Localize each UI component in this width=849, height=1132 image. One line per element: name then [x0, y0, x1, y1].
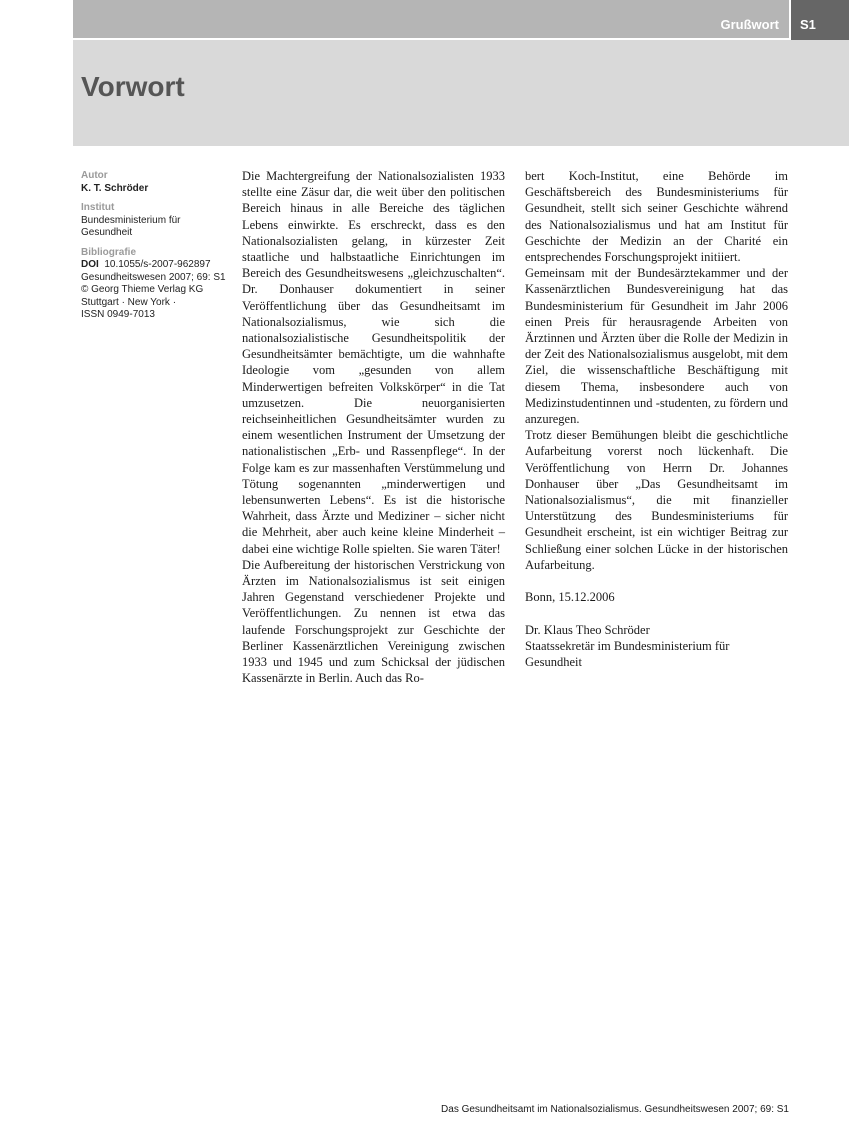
institute-line: Bundesministerium für — [81, 214, 181, 226]
doi-value: 10.1055/s-2007-962897 — [104, 259, 211, 270]
signatory-title: Staatssekretär im Bundesministerium für Gesundheit — [525, 638, 730, 670]
paragraph: bert Koch-Institut, eine Behörde im Geschäftsbereich des Bundesministeriums für Gesundheit, stellt sich seiner Geschichte während des Nationalsozialismus und hat am Institut für Geschichte der Medizin an der Charité ein entsprechendes Forschungsprojekt initiiert. — [525, 169, 788, 265]
institute-line: Gesundheit — [81, 227, 133, 238]
bibliography-label: Bibliografie — [81, 246, 137, 258]
publisher-location: Stuttgart · New York · — [81, 296, 177, 308]
article-metadata — [81, 170, 231, 329]
paragraph: Die Machtergreifung der Nationalsozialisten 1933 stellte eine Zäsur dar, die weit über den politischen Bereich hinaus in alle Bereiche des täglichen Lebens einwirkte. Es erschreckt, dass es den Nationalsozialisten gelang, in kürzester Zeit staatliche und halbstaatliche Einrichtungen im Bereich des Gesundheitswesens „gleichzuschalten“. Dr. Donhauser dokumentiert in seiner Veröffentlichung über das Gesundheitsamt im Nationalsozialismus, wie sich die nationalsozialistische Gesundheitspolitik der Gesundheitsämter bemächtigte, um die wahnhafte Ideologie vom „gesunden von allem Minderwertigen befreiten Volkskörper“ in die Tat umzusetzen. Die neuorganisierten reichseinheitlichen Gesundheitsämter wurden zu einem wesentlichen Instrument der Umsetzung der nationalistischen „Erb- und Rassenpflege“. In der Folge kam es zur massenhaften Verstümmelung und Tötung sogenannten „minderwertigen und lebensunwerten Lebens“. Es ist die historische Wahrheit, dass Ärzte und Mediziner – sicher nicht die Mehrheit, aber auch keine kleine Minderheit – dabei eine wichtige Rolle spielten. Sie waren Täter! — [242, 169, 505, 556]
paragraph: Gemeinsam mit der Bundesärztekammer und der Kassenärztlichen Bundesvereinigung hat das Bundesministerium für Gesundheit im Jahr 2006 einen Preis für herausragende Arbeiten von Ärztinnen und Ärzten über die Rolle der Medizin in der Zeit des Nationalsozialismus ausgelobt, mit dem Ziel, die wissenschaftliche Beschäftigung mit diesem Thema, insbesondere auch von Medizinstudentinnen und -studenten, zu fördern und anzuregen. — [525, 266, 788, 427]
date-line: Bonn, 15.12.2006 — [525, 590, 615, 605]
page-footer: Das Gesundheitsamt im Nationalsozialismus. Gesundheitswesen 2007; 69: S1 — [441, 1104, 789, 1115]
institute-block — [81, 202, 231, 240]
signatory-name: Dr. Klaus Theo Schröder — [525, 622, 650, 637]
doi-line — [81, 259, 231, 272]
body-column-right — [525, 168, 788, 670]
paragraph: Die Aufbereitung der historischen Verstrickung von Ärzten im Nationalsozialismus ist seit einigen Jahren Gegenstand verschiedener Projekte und Veröffentlichungen. Zu nennen ist etwa das laufende Forschungsprojekt zur Geschichte der Berliner Kassenärztlichen Vereinigung zwischen 1933 und 1945 und zum Schicksal der jüdischen Kassenärzte in Berlin. Auch das Ro- — [242, 557, 505, 686]
author-label: Autor — [81, 170, 108, 181]
author-block — [81, 170, 231, 195]
page-number-box — [789, 0, 849, 40]
copyright: © Georg Thieme Verlag KG — [81, 284, 204, 295]
journal-citation: Gesundheitswesen 2007; 69: S1 — [81, 271, 226, 283]
running-header — [73, 0, 849, 40]
doi-label: DOI — [81, 259, 99, 270]
article-title: Vorwort — [81, 71, 185, 102]
section-label: Grußwort — [720, 17, 779, 32]
issn: ISSN 0949-7013 — [81, 309, 155, 320]
body-column-left — [242, 168, 505, 687]
institute-label: Institut — [81, 202, 115, 213]
page-number: S1 — [800, 17, 816, 32]
bibliography-block — [81, 247, 231, 322]
author-name: K. T. Schröder — [81, 182, 149, 194]
paragraph: Trotz dieser Bemühungen bleibt die geschichtliche Aufarbeitung vorerst noch lückenhaft. Die Veröffentlichung von Herrn Dr. Johannes Donhauser über „Das Gesundheitsamt im Nationalsozialismus“, die mit finanzieller Unterstützung des Bundesministeriums für Gesundheit erscheint, ist ein wichtiger Beitrag zur Schließung einer solchen Lücke in der historischen Aufarbeitung. — [525, 428, 788, 572]
